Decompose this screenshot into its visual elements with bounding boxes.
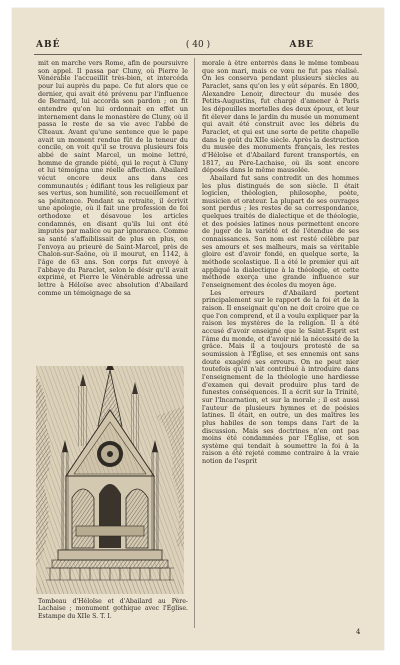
right-paragraph: Abailard fut sans contredit un des hommes les plus distingués de son siècle. Il était logicien, théologien, philosophe, poète, musicien et orateur. La plupart de ses ouvrages sont perdus ; les restes de sa correspondance, quelques traités de dialectique et de théologie, et des poésies latines nous permettent encore de juger de la variété et de l'étendue de ses connaissances. Son nom est resté célèbre par ses amours et ses malheurs, mais sa véritable gloire est d'avoir fondé, en quelque sorte, la méthode scolastique. Il a été le premier qui ait appliqué la dialectique à la théologie, et cette méthode exerça une grande influence sur l'enseignement des écoles du moyen âge. (202, 173, 359, 290)
header-left: ABÉ (36, 40, 61, 50)
left-paragraph: mit en marche vers Rome, afin de poursuivre son appel. Il passa par Cluny, où Pierre le Vénérable l'accueillit très-bien, et intercéda pour lui auprès du pape. Ce fut alors que ce dernier, qui avait été prévenu par l'influence de Bernard, lui accorda son pardon ; on fit entendre qu'on lui ordonnait en effet un internement dans le monastère de Cluny, où il passa le reste de sa vie avec l'abbé de Cîteaux. Avant qu'une sentence que le pape avait un moment rendue fût de la teneur du concile, on voit qu'il se trouva plusieurs fois abbé de saint Marcel, un moine lettré, homme de grande piété, qui le reçut à Cluny et lui témoigna une réelle affection. Abailard vécut encore deux ans dans ces communautés ; édifiant tous les religieux par ses vertus, son humilité, son recueillement et sa pénitence. Pendant sa retraite, il écrivit une apologie, où il fait une profession de foi orthodoxe et désavoue les articles condamnés, en disant qu'ils lui ont été imputés par malice ou par ignorance. Comme sa santé s'affaiblissait de plus en plus, on l'envoya au prieuré de Saint-Marcel, près de Chalon-sur-Saône, où il mourut, en 1142, à l'âge de 63 ans. Son corps fut envoyé à l'abbaye du Paraclet, selon le désir qu'il avait exprimé, et Pierre le Vénérable adressa une lettre à Héloïse avec absolution d'Abailard comme un témoignage de sa (38, 60, 188, 297)
figure-caption: Tombeau d'Héloïse et d'Abailard au Père-Lachaise ; monument gothique avec l'Église. Estampe du XIIe S. T. I. (38, 598, 188, 620)
running-header (12, 40, 384, 54)
right-column (202, 60, 359, 626)
right-paragraph: Les erreurs d'Abailard portent principalement sur le rapport de la foi et de la raison. Il enseignait qu'on ne doit croire que ce que l'on comprend, et il a voulu expliquer par la raison les mystères de la religion. Il a été accusé d'avoir enseigné que le Saint-Esprit est l'âme du monde, et d'avoir nié la nécessité de la grâce. Mais il a toujours protesté de sa soumission à l'Église, et ses ennemis ont sans doute exagéré ses erreurs. On ne peut nier toutefois qu'il n'ait contribué à introduire dans l'enseignement de la théologie une hardiesse d'examen qui devait produire plus tard de funestes conséquences. Il a écrit sur la Trinité, sur l'Incarnation, et sur la morale ; il est aussi l'auteur de plusieurs hymnes et de poésies latines. Il était, en outre, un des maîtres les plus habiles de son temps dans l'art de la discussion. Mais ses doctrines n'en ont pas moins été condamnées par l'Église, et son système qui tendait à soumettre la foi à la raison a été rejeté comme contraire à la vraie notion de l'esprit (202, 288, 359, 466)
right-paragraph: morale à être enterrés dans le même tombeau que son mari, mais ce vœu ne fut pas réalisé. On les conserva pendant plusieurs siècles au Paraclet, sans qu'on les y eût séparés. En 1800, Alexandre Lenoir, directeur du musée des Petits-Augustins, fut chargé d'amener à Paris les dépouilles mortelles des deux époux, et leur fit élever dans le jardin du musée un monument qui avait été construit avec les débris du Paraclet, et qui est une sorte de petite chapelle dans le goût du XIIe siècle. Après la destruction du musée des monuments français, les restes d'Héloïse et d'Abailard furent transportés, en 1817, au Père-Lachaise, où ils sont encore déposés dans le même mausolée. (202, 60, 359, 175)
tomb-engraving (36, 366, 184, 594)
tomb-illustration (36, 366, 184, 594)
page-number: ( 40 ) (185, 40, 211, 50)
signature-mark: 4 (356, 628, 361, 636)
header-right: ABE (289, 40, 314, 50)
header-rule (34, 54, 362, 55)
column-divider (194, 58, 195, 628)
book-page (12, 8, 384, 650)
